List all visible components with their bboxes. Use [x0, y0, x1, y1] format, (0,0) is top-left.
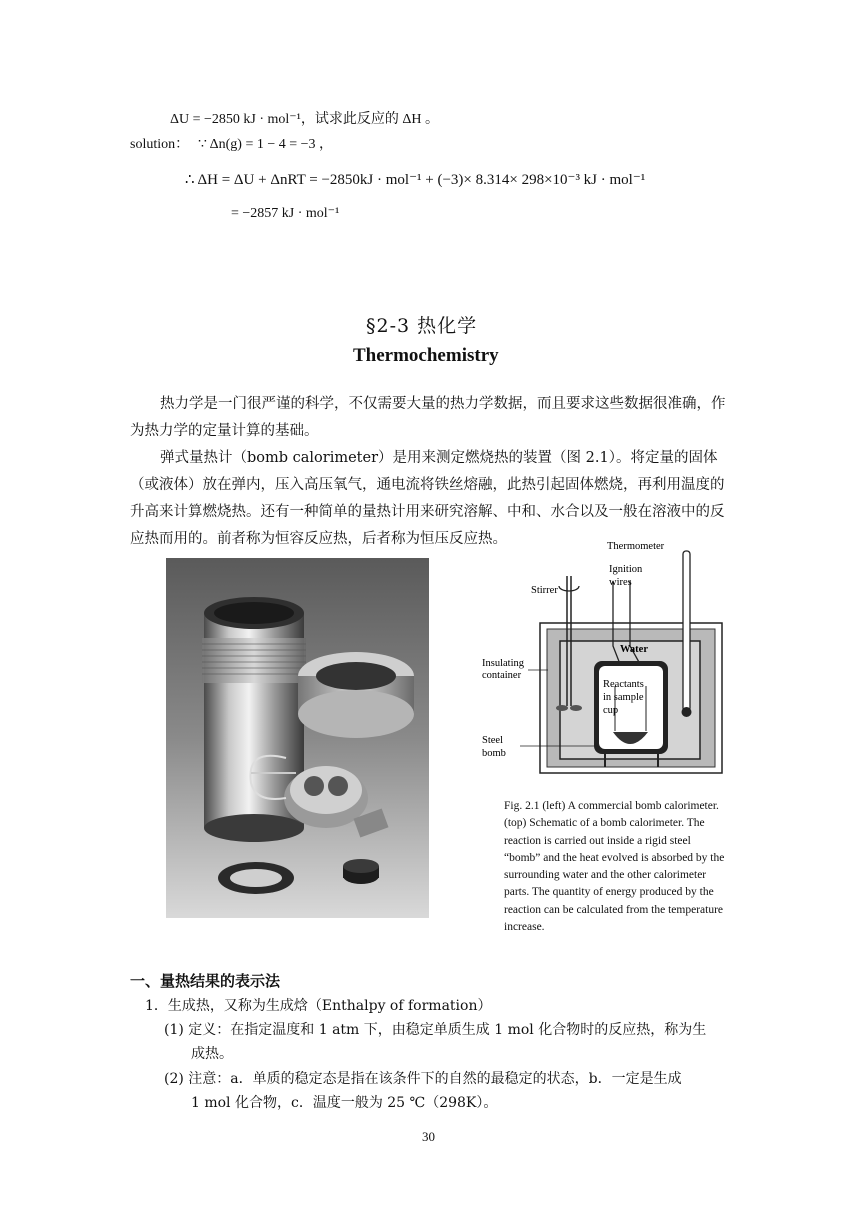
label-thermometer: Thermometer — [607, 541, 665, 552]
label-ignition: Ignition — [609, 564, 643, 575]
bomb-calorimeter-photo — [166, 558, 429, 918]
label-container: container — [482, 670, 522, 681]
label-reactants: Reactants — [603, 679, 644, 690]
solution-line: ∵ Δn(g) = 1 − 4 = −3 ， — [198, 137, 334, 152]
label-insulating: Insulating — [482, 658, 524, 669]
paragraph-2: 弹式量热计（bomb calorimeter）是用来测定燃烧热的装置（图 2.1）。将定量的固体（或液体）放在弹内，压入高压氧气，通电流将铁丝熔融，此热引起固体燃烧，再利用温度的升高来计算燃烧热。还有一种简单的量热计用来研究溶解、中和、水合以及一般在溶液中的反应热而用的。前者称为恒容反应热，后者称为恒压反应热。 — [130, 450, 725, 547]
label-steel: Steel — [482, 735, 503, 746]
section-title-cn: §2-3 热化学 — [366, 315, 478, 337]
section-title-en: Thermochemistry — [353, 345, 499, 366]
solution-label: solution： — [130, 137, 190, 152]
label-stirrer: Stirrer — [531, 585, 558, 596]
note-line-2: 1 mol 化合物，c．温度一般为 25 ℃（298K）。 — [191, 1095, 498, 1111]
therefore-equation: ∴ ΔH = ΔU + ΔnRT = −2850kJ · mol⁻¹ + (−3)× 8.314× 298×10⁻³ kJ · mol⁻¹ — [185, 172, 646, 188]
item-1: 1．生成热，又称为生成焓（Enthalpy of formation） — [145, 998, 492, 1014]
figure-caption: Fig. 2.1 (left) A commercial bomb calorimeter. (top) Schematic of a bomb calorimeter. The reaction is carried out inside a rigid steel “bomb” and the heat evolved is absorbed by the surrounding water and the other calorimeter parts. The quantity of energy produced by the reaction can be calculated from the temperature increase. — [504, 800, 725, 934]
subsection-heading: 一、量热结果的表示法 — [130, 972, 281, 990]
label-water: Water — [620, 644, 648, 655]
label-bomb: bomb — [482, 748, 506, 759]
body-paragraphs — [130, 391, 730, 553]
label-in-sample: in sample — [603, 692, 644, 703]
label-wires: wires — [609, 577, 632, 588]
definition-line-2: 成热。 — [191, 1046, 233, 1062]
note-line-1: (2) 注意：a．单质的稳定态是指在该条件下的自然的最稳定的状态，b．一定是生成 — [164, 1071, 682, 1087]
given-equation: ΔU = −2850 kJ · mol⁻¹，试求此反应的 ΔH 。 — [170, 112, 439, 127]
definition-line-1: (1) 定义：在指定温度和 1 atm 下，由稳定单质生成 1 mol 化合物时的反应热，称为生 — [164, 1022, 707, 1038]
label-cup: cup — [603, 705, 619, 716]
result-equation: = −2857 kJ · mol⁻¹ — [231, 206, 340, 221]
paragraph-1: 热力学是一门很严谨的科学，不仅需要大量的热力学数据，而且要求这些数据很准确，作为热力学的定量计算的基础。 — [130, 396, 726, 439]
page-number: 30 — [422, 1129, 435, 1144]
bomb-calorimeter-schematic — [480, 536, 730, 781]
